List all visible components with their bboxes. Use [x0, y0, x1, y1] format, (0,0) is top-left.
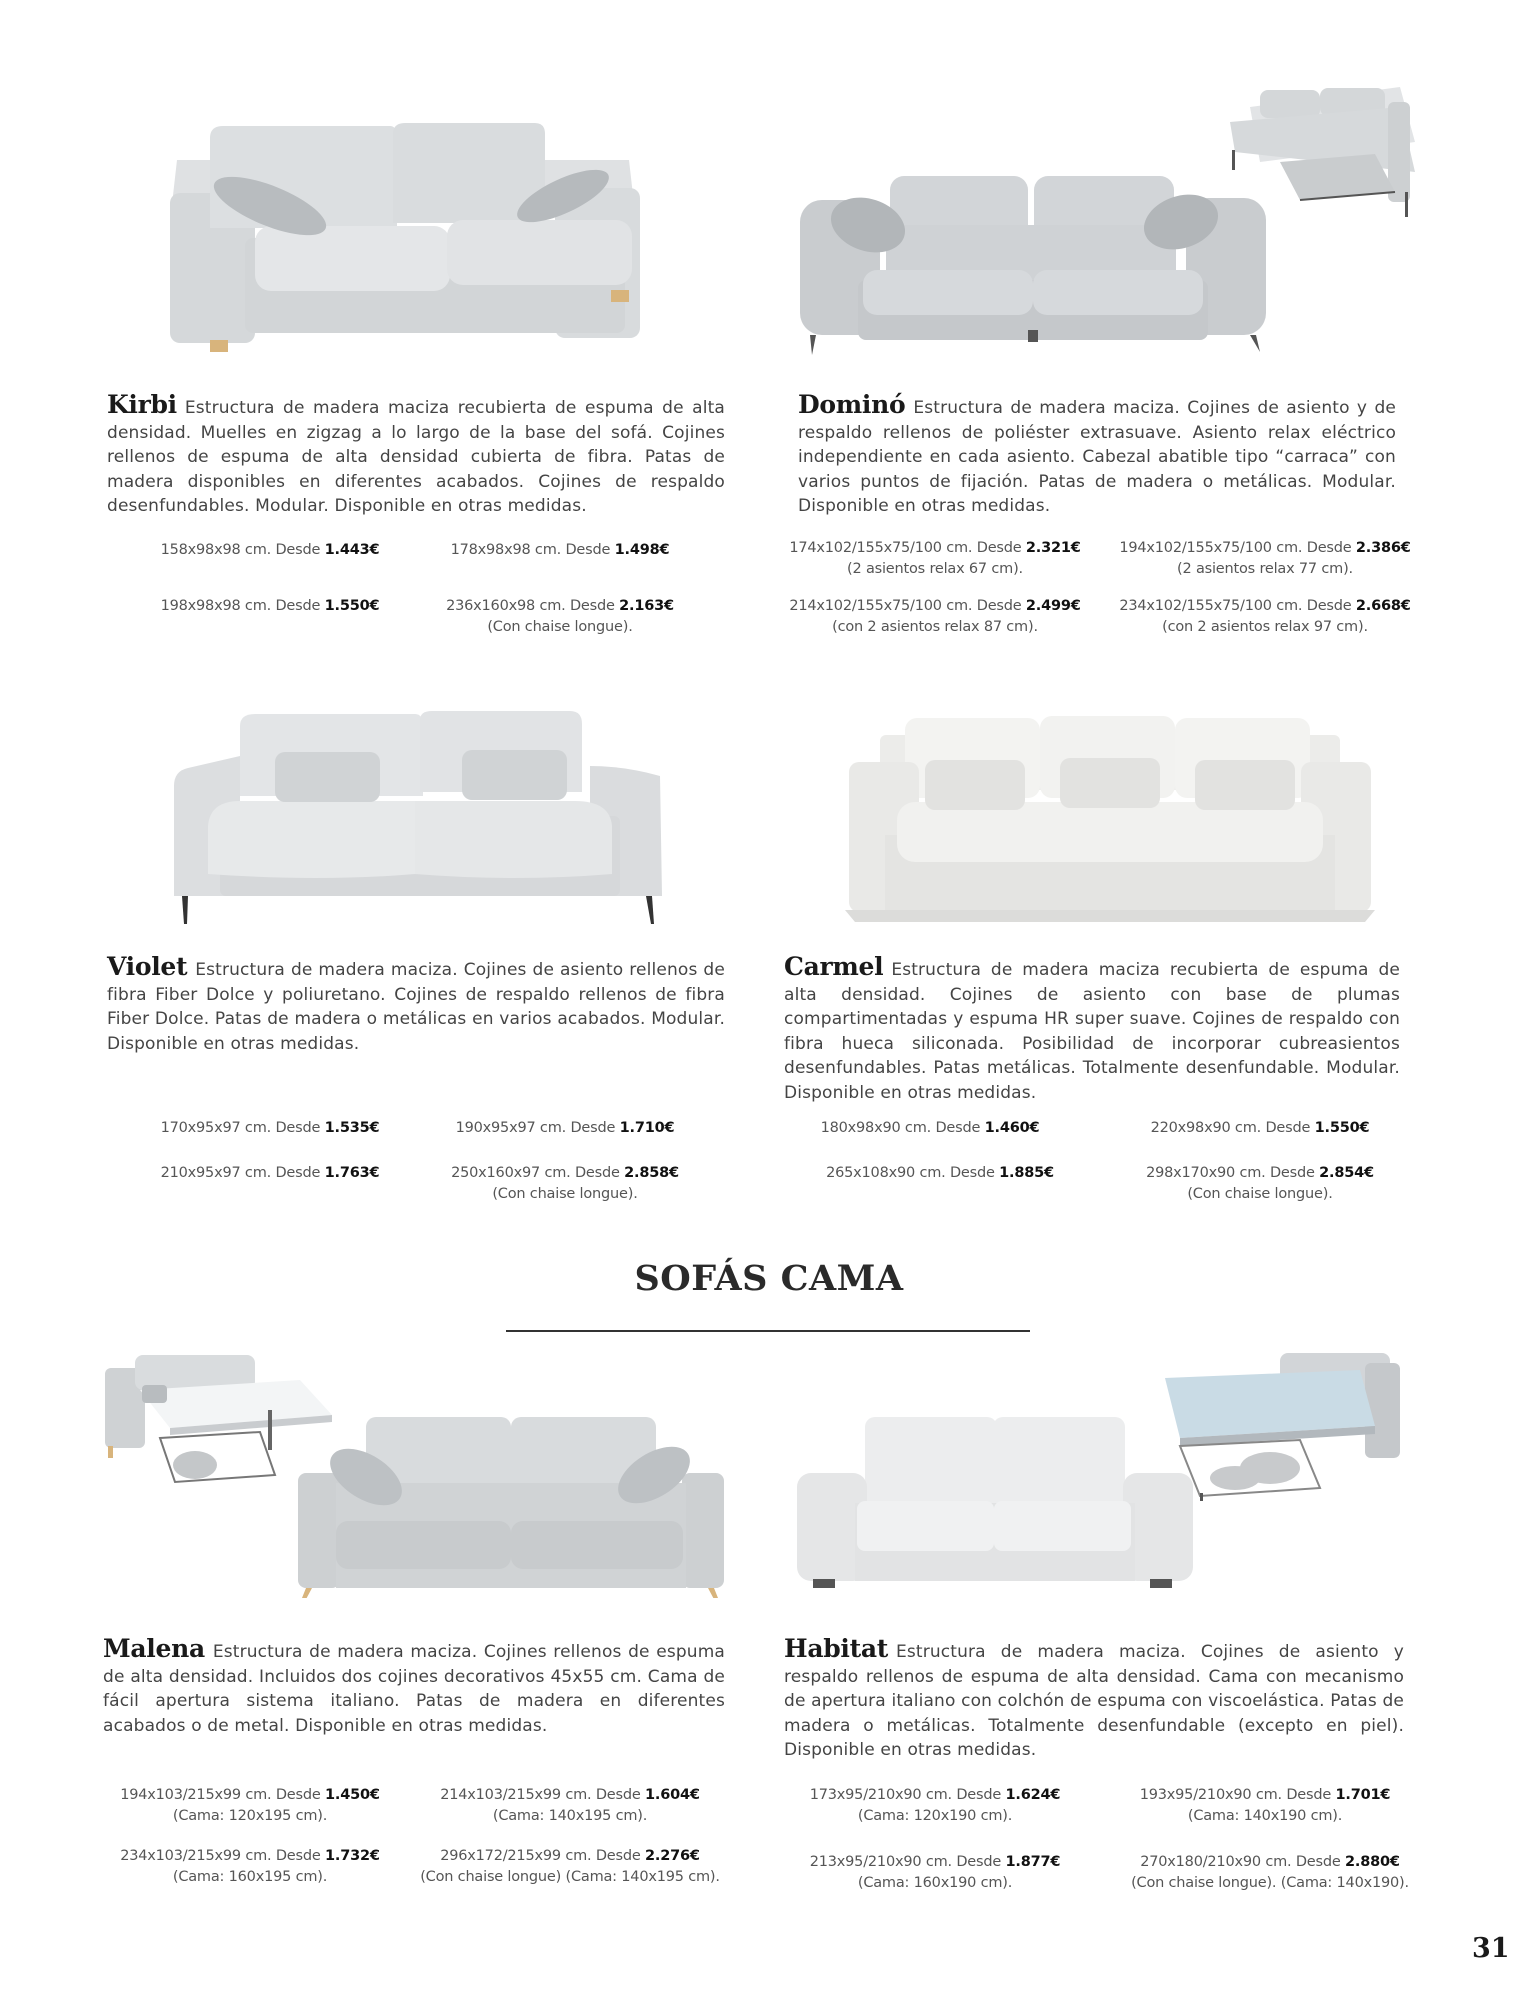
domino-title: Dominó — [798, 390, 906, 419]
malena-price-4: 296x172/215x99 cm. Desde 2.276€ (Con chaise longue) (Cama: 140x195 cm). — [420, 1848, 720, 1885]
carmel-description: Carmel Estructura de madera maciza recubierta de espuma de alta densidad. Cojines de asiento con base de plumas compartimentadas y espuma HR super suave. Cojines de respaldo con fibra hueca siliconada. Posibilidad de incorporar cubreasientos desenfundables. Patas metálicas. Totalmente desenfundable. Modular. Disponible en otras medidas. — [784, 952, 1400, 1103]
kirbi-title: Kirbi — [107, 390, 177, 419]
malena-price-1: 194x103/215x99 cm. Desde 1.450€ (Cama: 120x195 cm). — [120, 1787, 380, 1824]
malena-sofa-image — [296, 1413, 726, 1598]
carmel-price-2: 220x98x90 cm. Desde 1.550€ — [1150, 1120, 1370, 1136]
kirbi-sofa-image — [165, 118, 655, 358]
domino-price-3: 214x102/155x75/100 cm. Desde 2.499€ (con 2 asientos relax 87 cm). — [789, 598, 1081, 635]
violet-price-1: 170x95x97 cm. Desde 1.535€ — [160, 1120, 380, 1136]
kirbi-price-1: 158x98x98 cm. Desde 1.443€ — [160, 542, 380, 558]
habitat-title: Habitat — [784, 1634, 888, 1663]
violet-price-3: 210x95x97 cm. Desde 1.763€ — [160, 1165, 380, 1181]
habitat-sofabed-open-image — [1160, 1348, 1410, 1503]
carmel-title: Carmel — [784, 952, 884, 981]
violet-price-2: 190x95x97 cm. Desde 1.710€ — [455, 1120, 675, 1136]
domino-price-1: 174x102/155x75/100 cm. Desde 2.321€ (2 asientos relax 67 cm). — [789, 540, 1081, 577]
carmel-sofa-image — [845, 710, 1375, 925]
habitat-sofa-image — [795, 1413, 1195, 1593]
page-number: 31 — [1472, 1933, 1510, 1964]
violet-sofa-image — [170, 706, 670, 926]
habitat-price-3: 213x95/210x90 cm. Desde 1.877€ (Cama: 160x190 cm). — [809, 1854, 1061, 1891]
domino-price-4: 234x102/155x75/100 cm. Desde 2.668€ (con 2 asientos relax 97 cm). — [1119, 598, 1411, 635]
section-divider — [506, 1330, 1030, 1332]
habitat-price-4: 270x180/210x90 cm. Desde 2.880€ (Con chaise longue). (Cama: 140x190). — [1131, 1854, 1409, 1891]
carmel-price-4: 298x170x90 cm. Desde 2.854€ (Con chaise longue). — [1146, 1165, 1374, 1202]
domino-description: Dominó Estructura de madera maciza. Cojines de asiento y de respaldo rellenos de poliéster extrasuave. Asiento relax eléctrico independiente en cada asiento. Cabezal abatible tipo “carraca” con varios puntos de fijación. Patas de madera o metálicas. Modular. Disponible en otras medidas. — [798, 390, 1396, 517]
malena-description: Malena Estructura de madera maciza. Cojines rellenos de espuma de alta densidad. Incluidos dos cojines decorativos 45x55 cm. Cama de fácil apertura sistema italiano. Patas de madera en diferentes acabados o de metal. Disponible en otras medidas. — [103, 1634, 725, 1736]
violet-title: Violet — [107, 952, 188, 981]
habitat-price-2: 193x95/210x90 cm. Desde 1.701€ (Cama: 140x190 cm). — [1139, 1787, 1391, 1824]
violet-price-4: 250x160x97 cm. Desde 2.858€ (Con chaise longue). — [451, 1165, 679, 1202]
domino-price-2: 194x102/155x75/100 cm. Desde 2.386€ (2 asientos relax 77 cm). — [1119, 540, 1411, 577]
violet-description: Violet Estructura de madera maciza. Cojines de asiento rellenos de fibra Fiber Dolce y poliuretano. Cojines de respaldo rellenos de fibra Fiber Dolce. Patas de madera o metálicas en varios acabados. Modular. Disponible en otras medidas. — [107, 952, 725, 1054]
habitat-description: Habitat Estructura de madera maciza. Cojines de asiento y respaldo rellenos de espuma de alta densidad. Cama con mecanismo de apertura italiano con colchón de espuma con viscoelástica. Patas de madera o metálicas. Totalmente desenfundable (excepto en piel). Disponible en otras medidas. — [784, 1634, 1404, 1761]
kirbi-price-3: 198x98x98 cm. Desde 1.550€ — [160, 598, 380, 614]
section-title: SOFÁS CAMA — [634, 1258, 904, 1299]
carmel-price-3: 265x108x90 cm. Desde 1.885€ — [826, 1165, 1054, 1181]
domino-sofa-image — [798, 170, 1268, 355]
kirbi-description: Kirbi Estructura de madera maciza recubierta de espuma de alta densidad. Muelles en zigzag a lo largo de la base del sofá. Cojines rellenos de espuma de alta densidad cubierta de fibra. Patas de madera disponibles en diferentes acabados. Cojines de respaldo desenfundables. Modular. Disponible en otras medidas. — [107, 390, 725, 517]
habitat-price-1: 173x95/210x90 cm. Desde 1.624€ (Cama: 120x190 cm). — [809, 1787, 1061, 1824]
carmel-price-1: 180x98x90 cm. Desde 1.460€ — [820, 1120, 1040, 1136]
kirbi-price-4: 236x160x98 cm. Desde 2.163€ (Con chaise longue). — [446, 598, 674, 635]
malena-title: Malena — [103, 1634, 205, 1663]
malena-price-3: 234x103/215x99 cm. Desde 1.732€ (Cama: 160x195 cm). — [120, 1848, 380, 1885]
kirbi-price-2: 178x98x98 cm. Desde 1.498€ — [450, 542, 670, 558]
malena-price-2: 214x103/215x99 cm. Desde 1.604€ (Cama: 140x195 cm). — [440, 1787, 700, 1824]
